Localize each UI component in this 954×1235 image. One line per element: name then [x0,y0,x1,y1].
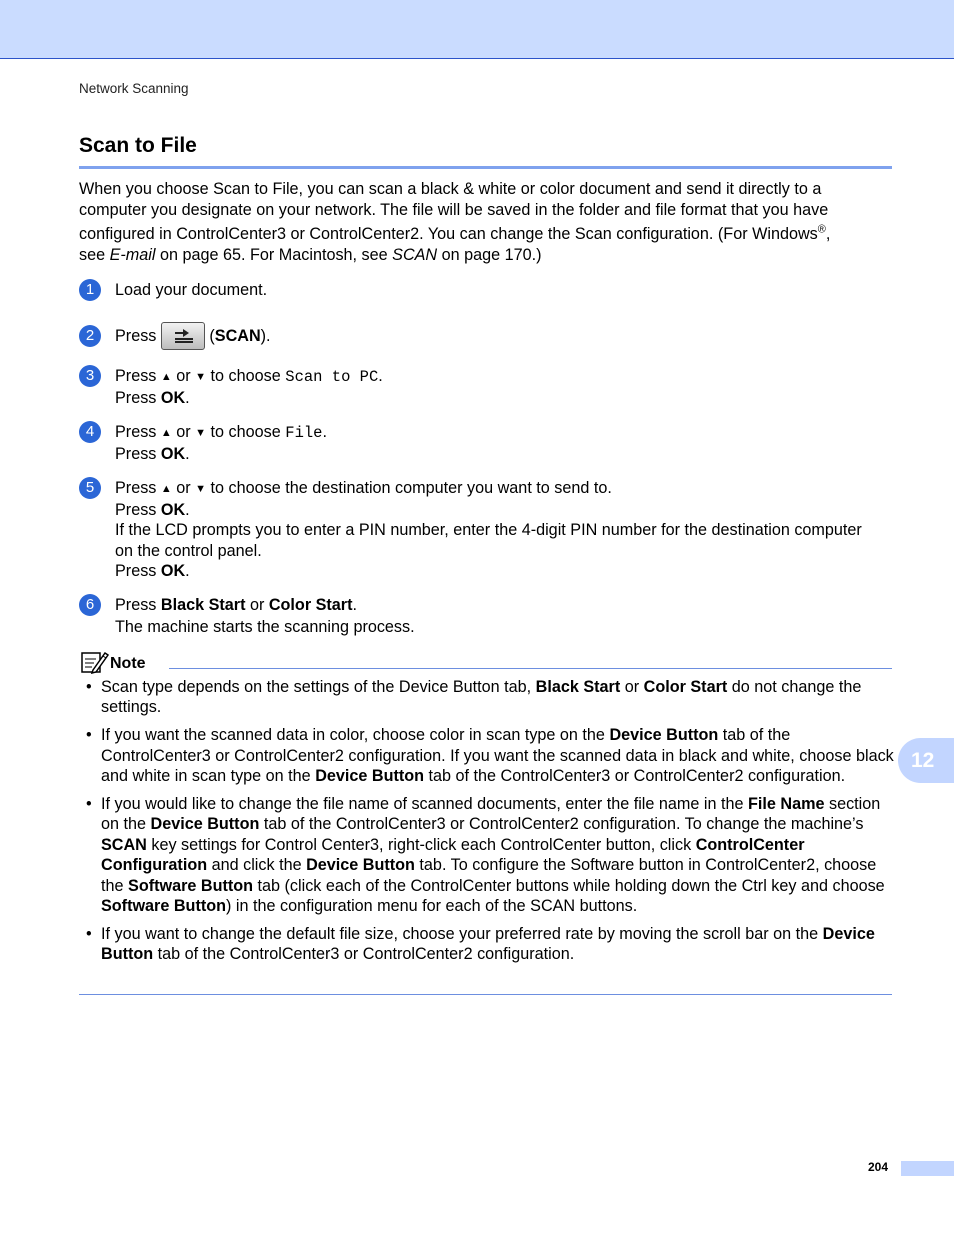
header-band [0,0,954,59]
intro-line: see E-mail on page 65. For Macintosh, see SCAN on page 170.) [79,245,542,264]
note-pencil-icon [81,650,109,674]
lcd-option: File [285,424,323,442]
note-list [79,677,894,972]
intro-line: configured in ControlCenter3 or ControlCenter2. You can change the Scan configuration. (For Windows®, [79,223,831,243]
down-arrow-icon: ▼ [195,371,207,383]
note-rule [169,668,892,669]
intro-line: computer you designate on your network. The file will be saved in the folder and file format that you have [79,200,829,219]
down-arrow-icon: ▼ [195,483,207,495]
step-number: 6 [79,594,101,616]
scan-label: SCAN [214,327,261,345]
step-1 [79,280,894,301]
step-number: 1 [79,279,101,301]
note-bottom-rule [79,994,892,995]
note-item: • If you want to change the default file size, choose your preferred rate by moving the scroll bar on the Device Button tab of the ControlCenter3 or ControlCenter2 configuration. [86,924,875,964]
chapter-tab: 12 [898,738,954,783]
step-6: 6 Press Black Start or Color Start. The machine starts the scanning process. [79,595,894,637]
up-arrow-icon: ▲ [160,483,172,495]
running-head: Network Scanning [79,81,189,96]
step-number: 2 [79,325,101,347]
email-reference: E-mail [109,245,156,264]
step-2: 2 Press (SCAN). [79,326,894,347]
scan-key-icon [161,322,205,350]
intro-line: When you choose Scan to File, you can scan a black & white or color document and send it directly to a [79,180,822,198]
note-item: • Scan type depends on the settings of the Device Button tab, Black Start or Color Start do not change the settings. [86,678,862,717]
page-number: 204 [868,1160,889,1174]
lcd-option: Scan to PC [285,368,379,386]
scan-reference: SCAN [392,245,438,264]
step-number: 5 [79,477,101,499]
up-arrow-icon: ▲ [160,371,172,383]
note-item: • If you would like to change the file name of scanned documents, enter the file name in the File Name section on the Device Button tab of the ControlCenter3 or ControlCenter2 configuration. To change the machine’s SCAN key settings for Control Center3, right-click each ControlCenter button, click ControlCenter Configuration and click the Device Button tab. To configure the Software button in ControlCenter2, choose the Software Button tab (click each of the ControlCenter buttons while holding down the Ctrl key and choose Software Button) in the configuration menu for each of the SCAN buttons. [86,795,885,916]
step-4: 4 Press ▲ or ▼ to choose File. Press OK. [79,422,894,464]
note-label: Note [110,655,146,672]
step-number: 4 [79,421,101,443]
note-item: • If you want the scanned data in color, choose color in scan type on the Device Button tab of the ControlCenter3 or ControlCenter2 configuration. If you want the scanned data in black and white, choose black and white in scan type on the Device Button tab of the ControlCenter3 or ControlCenter2 configuration. [86,726,894,786]
page-number-bar [901,1161,954,1176]
page-title: Scan to File [79,134,197,157]
step-3: 3 Press ▲ or ▼ to choose Scan to PC. Press OK. [79,366,894,408]
step-number: 3 [79,365,101,387]
up-arrow-icon: ▲ [160,427,172,439]
down-arrow-icon: ▼ [195,427,207,439]
title-rule [79,166,892,169]
step-text: Load your document. [115,281,268,299]
step-5: 5 Press ▲ or ▼ to choose the destination computer you want to send to. Press OK. If the LCD prompts you to enter a PIN number, enter the 4-digit PIN number for the destination computer on the control panel. Press OK. [79,478,894,582]
intro-paragraph [79,179,894,265]
